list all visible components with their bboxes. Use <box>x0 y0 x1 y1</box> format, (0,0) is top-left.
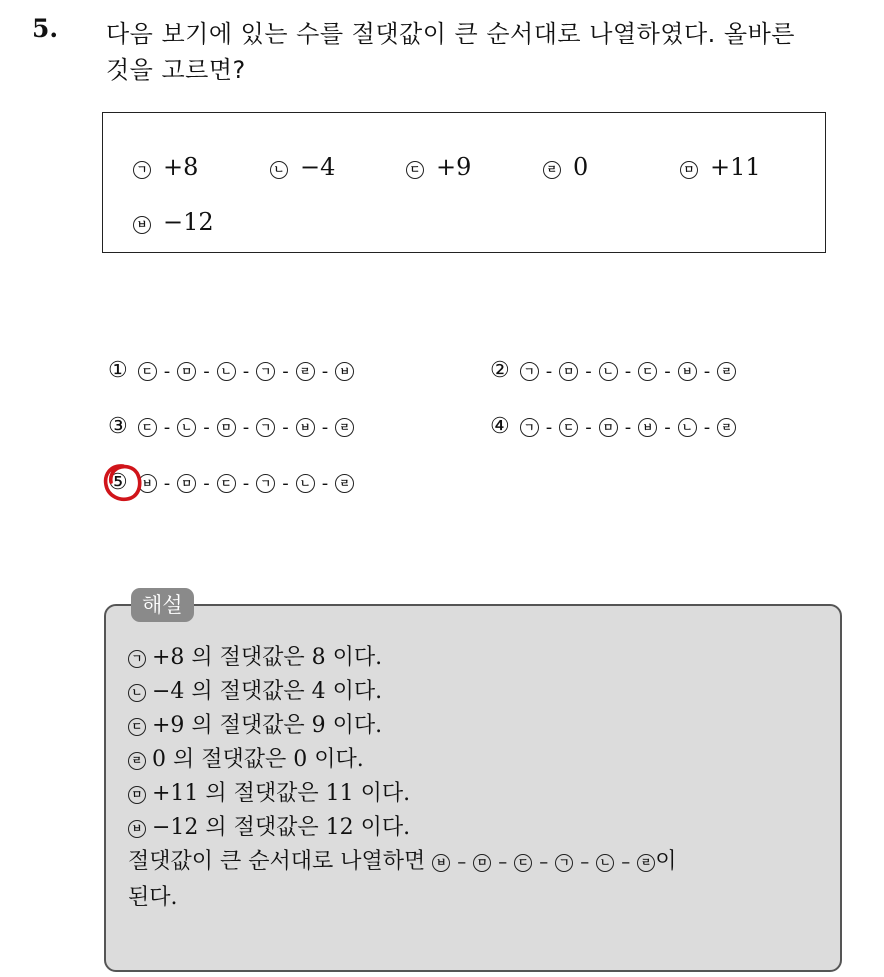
circled-mark: ㄷ <box>217 474 236 493</box>
choice-number: ④ <box>490 414 510 439</box>
sequence-separator: - <box>242 473 250 494</box>
sequence-separator: - <box>585 417 592 438</box>
circled-mark: ㄷ <box>138 418 157 437</box>
sequence-separator: - <box>242 361 250 382</box>
circled-mark: ㄹ <box>637 854 655 872</box>
given-item <box>543 153 588 181</box>
given-items-box <box>102 112 826 253</box>
circled-mark: ㅂ <box>138 474 157 493</box>
sequence-separator: - <box>321 417 329 438</box>
circled-mark: ㅁ <box>599 418 618 437</box>
circled-mark: ㄹ <box>128 752 146 770</box>
circled-mark: ㄷ <box>128 718 146 736</box>
sequence-separator: - <box>282 473 289 494</box>
sequence-separator: - <box>545 361 553 382</box>
circled-mark: ㅂ <box>133 216 151 234</box>
sequence-separator: - <box>321 361 329 382</box>
circled-mark: ㄱ <box>133 161 151 179</box>
conclusion-suffix: 이 <box>655 849 677 874</box>
conclusion-text: 절댓값이 큰 순서대로 나열하면 <box>128 849 433 874</box>
sequence-separator: – <box>539 852 549 873</box>
circled-mark: ㄴ <box>128 684 146 702</box>
circled-mark: ㄱ <box>256 474 275 493</box>
solution-text: +8 의 절댓값은 8 이다. <box>152 645 383 670</box>
choice-number: ⑤ <box>108 470 128 495</box>
circled-mark: ㄱ <box>520 418 539 437</box>
sequence-separator: - <box>664 361 671 382</box>
sequence-separator: - <box>282 417 289 438</box>
sequence-separator: - <box>624 361 632 382</box>
circled-mark: ㄹ <box>335 418 354 437</box>
circled-mark: ㅂ <box>128 820 146 838</box>
circled-mark: ㄴ <box>596 854 614 872</box>
solution-line <box>128 708 382 739</box>
sequence-separator: - <box>203 361 210 382</box>
sequence-separator: - <box>163 473 171 494</box>
choice-number: ③ <box>108 414 128 439</box>
sequence-separator: – <box>457 852 467 873</box>
circled-mark: ㄹ <box>717 362 736 381</box>
choice-4[interactable] <box>490 414 736 439</box>
sequence-separator: - <box>203 473 210 494</box>
circled-mark: ㄹ <box>296 362 315 381</box>
circled-mark: ㄱ <box>128 650 146 668</box>
circled-mark: ㅂ <box>638 418 657 437</box>
circled-mark: ㅁ <box>177 474 196 493</box>
circled-mark: ㅂ <box>678 362 697 381</box>
circled-mark: ㄹ <box>335 474 354 493</box>
sequence-separator: - <box>703 361 711 382</box>
choice-number: ① <box>108 358 128 383</box>
sequence-separator: - <box>203 417 210 438</box>
given-item <box>680 153 761 181</box>
circled-mark: ㄹ <box>543 161 561 179</box>
solution-line <box>128 640 382 671</box>
solution-text: −4 의 절댓값은 4 이다. <box>152 679 383 704</box>
circled-mark: ㄷ <box>406 161 424 179</box>
sequence-separator: - <box>703 417 711 438</box>
given-item <box>270 153 335 181</box>
choice-3[interactable] <box>108 414 354 439</box>
circled-mark: ㅁ <box>217 418 236 437</box>
circled-mark: ㄱ <box>555 854 573 872</box>
circled-mark: ㄴ <box>599 362 618 381</box>
sequence-separator: - <box>545 417 553 438</box>
given-value: +11 <box>710 153 761 181</box>
solution-text: 0 의 절댓값은 0 이다. <box>152 747 364 772</box>
circled-mark: ㄴ <box>678 418 697 437</box>
question-text-line2: 것을 고르면? <box>106 56 246 84</box>
given-value: +9 <box>436 153 472 181</box>
circled-mark: ㅂ <box>335 362 354 381</box>
sequence-separator: – <box>621 852 631 873</box>
sequence-separator: - <box>282 361 289 382</box>
solution-line <box>128 776 410 807</box>
circled-mark: ㄴ <box>217 362 236 381</box>
given-value: 0 <box>573 153 589 181</box>
circled-mark: ㄹ <box>717 418 736 437</box>
given-value: −4 <box>300 153 336 181</box>
given-item <box>406 153 471 181</box>
given-value: +8 <box>163 153 199 181</box>
solution-conclusion-line2: 된다. <box>128 885 178 910</box>
circled-mark: ㄴ <box>177 418 196 437</box>
sequence-separator: – <box>580 852 590 873</box>
circled-mark: ㄷ <box>559 418 578 437</box>
circled-mark: ㄱ <box>256 418 275 437</box>
circled-mark: ㄱ <box>256 362 275 381</box>
circled-mark: ㅂ <box>432 854 450 872</box>
circled-mark: ㅁ <box>128 786 146 804</box>
circled-mark: ㄴ <box>270 161 288 179</box>
circled-mark: ㄷ <box>514 854 532 872</box>
answer-circle-mark <box>101 462 145 504</box>
circled-mark: ㄷ <box>638 362 657 381</box>
choice-2[interactable] <box>490 358 736 383</box>
circled-mark: ㅁ <box>177 362 196 381</box>
circled-mark: ㅁ <box>559 362 578 381</box>
sequence-separator: – <box>498 852 508 873</box>
sequence-separator: - <box>664 417 671 438</box>
circled-mark: ㅂ <box>296 418 315 437</box>
circled-mark: ㅁ <box>473 854 491 872</box>
solution-conclusion <box>128 844 677 875</box>
solution-line <box>128 742 364 773</box>
sequence-separator: - <box>585 361 592 382</box>
question-number: 5. <box>32 14 59 43</box>
choice-number: ② <box>490 358 510 383</box>
solution-text: −12 의 절댓값은 12 이다. <box>152 815 411 840</box>
solution-line <box>128 810 410 841</box>
solution-line <box>128 674 382 705</box>
given-item <box>133 153 198 181</box>
solution-text: +9 의 절댓값은 9 이다. <box>152 713 383 738</box>
given-item <box>133 208 214 236</box>
choice-1[interactable] <box>108 358 354 383</box>
circled-mark: ㄴ <box>296 474 315 493</box>
sequence-separator: - <box>242 417 250 438</box>
sequence-separator: - <box>163 361 171 382</box>
sequence-separator: - <box>163 417 171 438</box>
circled-mark: ㄷ <box>138 362 157 381</box>
solution-tag: 해설 <box>131 588 194 622</box>
solution-text: +11 의 절댓값은 11 이다. <box>152 781 411 806</box>
circled-mark: ㄱ <box>520 362 539 381</box>
sequence-separator: - <box>321 473 329 494</box>
question-text-line1: 다음 보기에 있는 수를 절댓값이 큰 순서대로 나열하였다. 올바른 <box>106 20 795 48</box>
circled-mark: ㅁ <box>680 161 698 179</box>
given-value: −12 <box>163 208 214 236</box>
sequence-separator: - <box>624 417 632 438</box>
